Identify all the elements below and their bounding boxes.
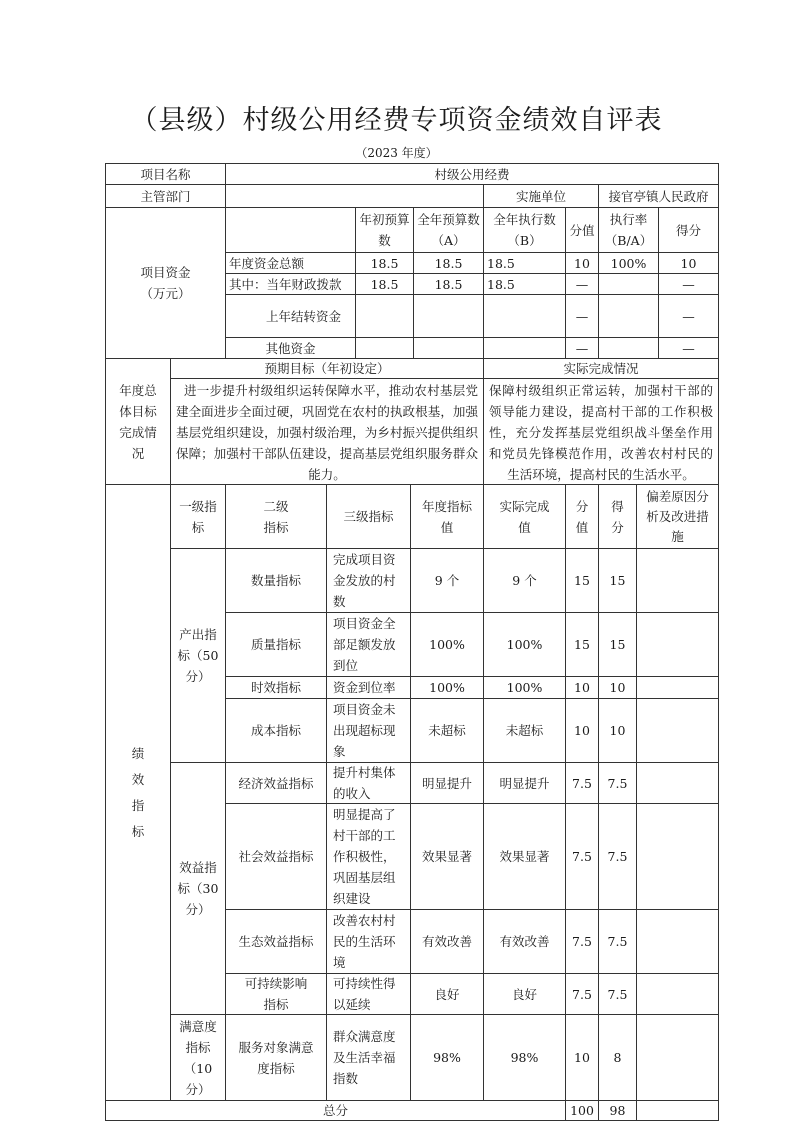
perf-row-score-value: 7.5 bbox=[565, 803, 599, 910]
funds-row-budget: 18.5 bbox=[413, 252, 484, 274]
perf-row-level2: 时效指标 bbox=[225, 676, 327, 699]
funds-header-blank bbox=[225, 207, 356, 253]
funds-row-name: 其他资金 bbox=[225, 337, 356, 359]
perf-row-level3: 项目资金全部足额发放到位 bbox=[326, 612, 411, 677]
group-satisfaction: 满意度指标（10分） bbox=[170, 1014, 226, 1101]
funds-row-rate bbox=[598, 273, 659, 295]
perf-row-score-value: 10 bbox=[565, 698, 599, 763]
total-label: 总分 bbox=[105, 1100, 566, 1121]
perf-header-level3: 三级指标 bbox=[326, 484, 411, 549]
perf-row-target: 效果显著 bbox=[410, 803, 484, 910]
perf-row-target: 100% bbox=[410, 676, 484, 699]
perf-row-score-value: 10 bbox=[565, 1014, 599, 1101]
perf-header-level2: 二级指标 bbox=[225, 484, 327, 549]
perf-row-level2: 可持续影响指标 bbox=[225, 973, 327, 1015]
perf-row-level3: 完成项目资金发放的村数 bbox=[326, 548, 411, 613]
project-name-label: 项目名称 bbox=[105, 163, 226, 185]
funds-row-name: 上年结转资金 bbox=[225, 294, 356, 338]
perf-header-score: 得分 bbox=[598, 484, 637, 549]
perf-row-level2: 质量指标 bbox=[225, 612, 327, 677]
perf-row-level2: 经济效益指标 bbox=[225, 762, 327, 804]
perf-row-level2: 数量指标 bbox=[225, 548, 327, 613]
document-title: （县级）村级公用经费专项资金绩效自评表 bbox=[130, 105, 663, 136]
funds-label bbox=[105, 207, 226, 359]
funds-row-score-value: — bbox=[565, 337, 599, 359]
perf-header-actual: 实际完成值 bbox=[483, 484, 566, 549]
perf-row-level3: 提升村集体的收入 bbox=[326, 762, 411, 804]
perf-row-deviation bbox=[636, 803, 719, 910]
funds-row-score: 10 bbox=[658, 252, 719, 274]
funds-row-score: — bbox=[658, 337, 719, 359]
group-benefit: 效益指标（30分） bbox=[170, 762, 226, 1015]
funds-row-budget: 18.5 bbox=[413, 273, 484, 295]
funds-header-initial: 年初预算数 bbox=[355, 207, 414, 253]
perf-row-score-value: 7.5 bbox=[565, 909, 599, 974]
perf-row-deviation bbox=[636, 973, 719, 1015]
actual-completion-text: 保障村级组织正常运转，加强村干部的领导能力建设，提高村干部的工作积极性，充分发挥基层党组织战斗堡垒作用和党员先锋模范作用，改善农村村民的生活环境，提高村民的生活水平。 bbox=[483, 378, 719, 485]
funds-header-score: 得分 bbox=[658, 207, 719, 253]
funds-row-score-value: 10 bbox=[565, 252, 599, 274]
funds-row-executed: 18.5 bbox=[483, 252, 566, 274]
expected-goal-header: 预期目标（年初设定） bbox=[170, 358, 484, 379]
perf-row-actual: 100% bbox=[483, 676, 566, 699]
funds-row-executed bbox=[483, 337, 566, 359]
perf-row-level2: 成本指标 bbox=[225, 698, 327, 763]
project-name-value: 村级公用经费 bbox=[225, 163, 719, 185]
perf-row-target: 9 个 bbox=[410, 548, 484, 613]
funds-header-score-value: 分值 bbox=[565, 207, 599, 253]
funds-row-rate: 100% bbox=[598, 252, 659, 274]
dept-label: 主管部门 bbox=[105, 184, 226, 208]
perf-row-actual: 明显提升 bbox=[483, 762, 566, 804]
perf-row-score-value: 15 bbox=[565, 612, 599, 677]
perf-row-deviation bbox=[636, 698, 719, 763]
perf-row-target: 98% bbox=[410, 1014, 484, 1101]
funds-header-rate: 执行率（B/A） bbox=[598, 207, 659, 253]
funds-row-initial bbox=[355, 294, 414, 338]
actual-completion-header: 实际完成情况 bbox=[483, 358, 719, 379]
funds-row-score: — bbox=[658, 294, 719, 338]
perf-row-actual: 9 个 bbox=[483, 548, 566, 613]
perf-row-deviation bbox=[636, 909, 719, 974]
document-year: （2023 年度） bbox=[355, 146, 438, 160]
perf-row-level3: 资金到位率 bbox=[326, 676, 411, 699]
objectives-label: 年度总体目标完成情况 bbox=[105, 358, 171, 485]
funds-row-rate bbox=[598, 294, 659, 338]
perf-row-level3: 明显提高了村干部的工作积极性，巩固基层组织建设 bbox=[326, 803, 411, 910]
funds-row-score: — bbox=[658, 273, 719, 295]
funds-row-rate bbox=[598, 337, 659, 359]
perf-row-target: 明显提升 bbox=[410, 762, 484, 804]
perf-row-score: 10 bbox=[598, 698, 637, 763]
perf-row-score-value: 7.5 bbox=[565, 973, 599, 1015]
perf-row-score-value: 10 bbox=[565, 676, 599, 699]
funds-row-score-value: — bbox=[565, 273, 599, 295]
funds-row-initial: 18.5 bbox=[355, 252, 414, 274]
perf-row-actual: 良好 bbox=[483, 973, 566, 1015]
perf-row-actual: 100% bbox=[483, 612, 566, 677]
perf-row-level3: 项目资金未出现超标现象 bbox=[326, 698, 411, 763]
perf-row-score-value: 7.5 bbox=[565, 762, 599, 804]
funds-label-line1: 项目资金 bbox=[140, 265, 191, 280]
perf-row-level2: 生态效益指标 bbox=[225, 909, 327, 974]
perf-row-score-value: 15 bbox=[565, 548, 599, 613]
funds-row-score-value: — bbox=[565, 294, 599, 338]
funds-row-initial bbox=[355, 337, 414, 359]
perf-header-score-value: 分值 bbox=[565, 484, 599, 549]
funds-row-budget bbox=[413, 337, 484, 359]
perf-row-score: 15 bbox=[598, 612, 637, 677]
perf-row-deviation bbox=[636, 548, 719, 613]
perf-row-target: 有效改善 bbox=[410, 909, 484, 974]
perf-row-level2: 社会效益指标 bbox=[225, 803, 327, 910]
perf-row-level3: 改善农村村民的生活环境 bbox=[326, 909, 411, 974]
perf-row-level3: 可持续性得以延续 bbox=[326, 973, 411, 1015]
perf-row-actual: 未超标 bbox=[483, 698, 566, 763]
perf-row-deviation bbox=[636, 762, 719, 804]
funds-label-line2: （万元） bbox=[140, 286, 191, 301]
perf-row-actual: 有效改善 bbox=[483, 909, 566, 974]
perf-row-level3: 群众满意度及生活幸福指数 bbox=[326, 1014, 411, 1101]
perf-row-score: 10 bbox=[598, 676, 637, 699]
perf-row-target: 良好 bbox=[410, 973, 484, 1015]
total-score: 98 bbox=[598, 1100, 637, 1121]
performance-label: 绩效指标 bbox=[105, 484, 171, 1101]
perf-row-score: 7.5 bbox=[598, 803, 637, 910]
funds-row-name: 年度资金总额 bbox=[225, 252, 356, 274]
perf-row-actual: 98% bbox=[483, 1014, 566, 1101]
group-output: 产出指标（50分） bbox=[170, 548, 226, 763]
funds-row-name: 其中：当年财政拨款 bbox=[225, 273, 356, 295]
perf-row-level2: 服务对象满意度指标 bbox=[225, 1014, 327, 1101]
funds-header-executed: 全年执行数（B） bbox=[483, 207, 566, 253]
perf-row-score: 8 bbox=[598, 1014, 637, 1101]
funds-row-executed bbox=[483, 294, 566, 338]
perf-row-target: 100% bbox=[410, 612, 484, 677]
dept-value bbox=[225, 184, 484, 208]
funds-row-budget bbox=[413, 294, 484, 338]
total-deviation bbox=[636, 1100, 719, 1121]
perf-header-deviation: 偏差原因分析及改进措施 bbox=[636, 484, 719, 549]
perf-row-score: 15 bbox=[598, 548, 637, 613]
funds-row-initial: 18.5 bbox=[355, 273, 414, 295]
perf-row-actual: 效果显著 bbox=[483, 803, 566, 910]
total-score-value: 100 bbox=[565, 1100, 599, 1121]
funds-row-executed: 18.5 bbox=[483, 273, 566, 295]
impl-unit-value: 接官亭镇人民政府 bbox=[598, 184, 719, 208]
impl-unit-label: 实施单位 bbox=[483, 184, 599, 208]
perf-header-target: 年度指标值 bbox=[410, 484, 484, 549]
perf-row-deviation bbox=[636, 612, 719, 677]
funds-header-budget: 全年预算数（A） bbox=[413, 207, 484, 253]
perf-row-deviation bbox=[636, 1014, 719, 1101]
expected-goal-text: 进一步提升村级组织运转保障水平，推动农村基层党建全面进步全面过硬，巩固党在农村的执政根基，加强基层党组织建设，加强村级治理，为乡村振兴提供组织保障；加强村干部队伍建设，提高基层党组织服务群众能力。 bbox=[170, 378, 484, 485]
perf-row-target: 未超标 bbox=[410, 698, 484, 763]
perf-row-score: 7.5 bbox=[598, 909, 637, 974]
perf-row-score: 7.5 bbox=[598, 973, 637, 1015]
perf-row-score: 7.5 bbox=[598, 762, 637, 804]
perf-header-level1: 一级指标 bbox=[170, 484, 226, 549]
perf-row-deviation bbox=[636, 676, 719, 699]
